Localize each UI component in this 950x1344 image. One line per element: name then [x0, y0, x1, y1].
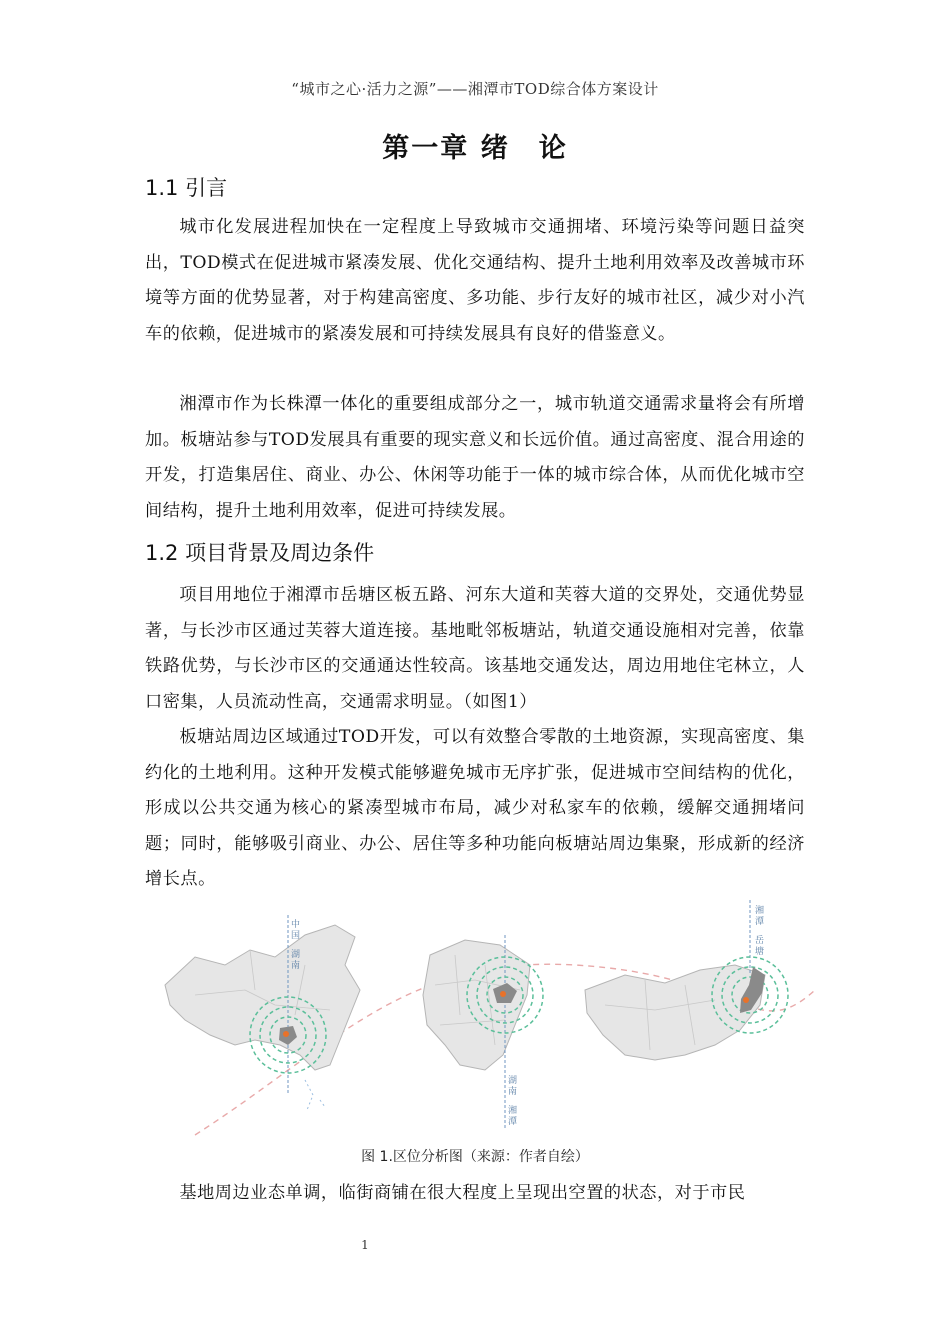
location-analysis-figure [155, 895, 815, 1145]
paragraph-background-1: 项目用地位于湘潭市岳塘区板五路、河东大道和芙蓉大道的交界处，交通优势显著，与长沙市区通过芙蓉大道连接。基地毗邻板塘站，轨道交通设施相对完善，依靠铁路优势，与长沙市区的交通通达性较高。该基地交通发达，周边用地住宅林立，人口密集，人员流动性高，交通需求明显。（如图1） [145, 585, 805, 712]
chapter-title: 第一章 绪 论 [382, 133, 568, 164]
section-heading-intro: 1.1 引言 [145, 176, 228, 200]
hunan-map [423, 935, 543, 1130]
label-xiangtan-top: 湘潭 [755, 906, 765, 927]
label-yuetang: 岳塘 [755, 936, 765, 957]
paragraph-intro-1: 城市化发展进程加快在一定程度上导致城市交通拥堵、环境污染等问题日益突出，TOD模式在促进城市紧凑发展、优化交通结构、提升土地利用效率及改善城市环境等方面的优势显著，对于构建高密度、多功能、步行友好的城市社区，减少对小汽车的依赖，促进城市的紧凑发展和可持续发展具有良好的借鉴意义。 [145, 217, 805, 344]
location-maps [155, 895, 815, 1145]
label-xiangtan-bottom: 湘潭 [508, 1106, 518, 1127]
site-marker-3 [743, 997, 749, 1003]
xiangtan-map [585, 900, 788, 1060]
paragraph-background-2: 板塘站周边区域通过TOD开发，可以有效整合零散的土地资源，实现高密度、集约化的土地利用。这种开发模式能够避免城市无序扩张，促进城市空间结构的优化，形成以公共交通为核心的紧凑型城市布局，减少对私家车的依赖，缓解交通拥堵问题；同时，能够吸引商业、办公、居住等多种功能向板塘站周边集聚，形成新的经济增长点。 [145, 727, 805, 889]
label-china: 中国 [291, 920, 301, 941]
site-marker-1 [283, 1031, 289, 1037]
paragraph-intro-2: 湘潭市作为长株潭一体化的重要组成部分之一，城市轨道交通需求量将会有所增加。板塘站参与TOD发展具有重要的现实意义和长远价值。通过高密度、混合用途的开发，打造集居住、商业、办公、休闲等功能于一体的城市综合体，从而优化城市空间结构，提升土地利用效率，促进可持续发展。 [145, 394, 805, 521]
page-number: 1 [361, 1238, 369, 1252]
section-heading-background: 1.2 项目背景及周边条件 [145, 541, 375, 565]
china-map [165, 915, 360, 1110]
running-header: “城市之心·活力之源”——湘潭市TOD综合体方案设计 [291, 80, 659, 98]
label-hunan-bottom: 湖南 [508, 1076, 518, 1097]
label-hunan-top: 湖南 [291, 950, 301, 971]
paragraph-trailing: 基地周边业态单调，临街商铺在很大程度上呈现出空置的状态，对于市民 [179, 1183, 746, 1203]
site-marker-2 [500, 991, 506, 997]
figure-caption: 图 1.区位分析图（来源：作者自绘） [361, 1149, 589, 1165]
